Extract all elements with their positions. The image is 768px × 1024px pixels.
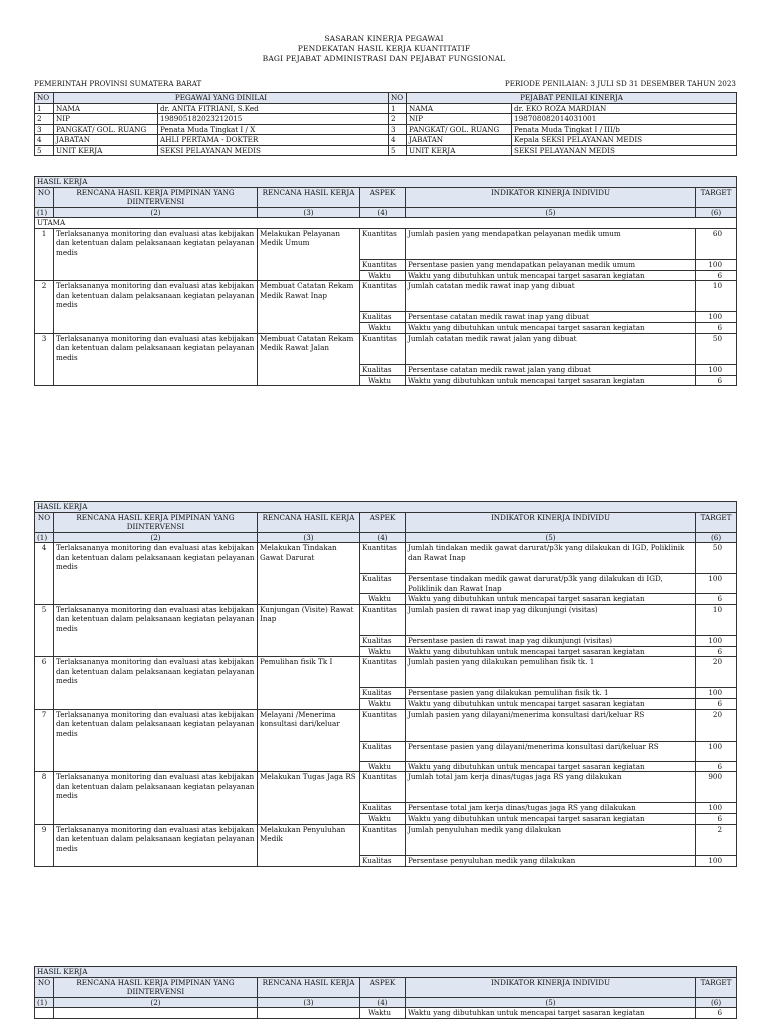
indikator: Persentase pasien di rawat inap yag dikunjungi (visitas) [406,635,696,646]
column-number: (2) [54,532,258,543]
item-no: 1 [35,228,54,281]
identity-label: NAMA [54,103,158,114]
table-row [35,281,737,312]
utama-label: UTAMA [35,218,737,229]
indikator: Persentase catatan medik rawat inap yang dibuat [406,312,696,323]
section-row [35,967,737,978]
rencana-pimpinan: Terlaksananya monitoring dan evaluasi atas kebijakan dan ketentuan dalam pelaksanaan kegiatan pelayanan medis [54,709,258,772]
indikator: Waktu yang dibutuhkan untuk mencapai target sasaran kegiatan [406,1008,696,1019]
col-target-header: TARGET [696,187,737,207]
identity-row [35,103,737,114]
document-title [0,34,768,64]
identity-label: UNIT KERJA [407,145,512,156]
rencana-pimpinan [54,1008,258,1019]
rencana-pimpinan: Terlaksananya monitoring dan evaluasi atas kebijakan dan ketentuan dalam pelaksanaan kegiatan pelayanan medis [54,772,258,825]
rencana-hasil-kerja: Membuat Catatan Rekam Medik Rawat Inap [258,281,360,334]
item-no: 8 [35,772,54,825]
target: 6 [696,375,737,386]
aspek: Kuantitas [360,228,406,259]
aspek: Waktu [360,270,406,281]
column-number: (1) [35,997,54,1008]
identity-no: 2 [35,114,54,125]
penilai-value: Kepala SEKSI PELAYANAN MEDIS [512,135,737,146]
indikator: Jumlah pasien yang dilakukan pemulihan fisik tk. 1 [406,657,696,688]
indikator: Jumlah penyuluhan medik yang dilakukan [406,824,696,855]
indikator: Waktu yang dibutuhkan untuk mencapai target sasaran kegiatan [406,323,696,334]
target: 2 [696,824,737,855]
item-no: 5 [35,604,54,657]
aspek: Waktu [360,323,406,334]
hasil-kerja-label: HASIL KERJA [35,967,737,978]
indikator: Jumlah catatan medik rawat inap yang dibuat [406,281,696,312]
aspek: Kuantitas [360,333,406,364]
dinilai-value: 198905182023212015 [158,114,389,125]
rencana-pimpinan: Terlaksananya monitoring dan evaluasi atas kebijakan dan ketentuan dalam pelaksanaan kegiatan pelayanan medis [54,228,258,281]
identity-label: NIP [407,114,512,125]
aspek: Waktu [360,699,406,710]
aspek: Kuantitas [360,709,406,741]
column-number: (6) [696,207,737,218]
item-no: 9 [35,824,54,866]
indikator: Jumlah total jam kerja dinas/tugas jaga RS yang dilakukan [406,772,696,803]
column-number: (2) [54,997,258,1008]
item-no: 3 [35,333,54,386]
col-no-header: NO [35,977,54,997]
indikator: Jumlah pasien di rawat inap yag dikunjungi (visitas) [406,604,696,635]
col-rencana-pimpinan-header: RENCANA HASIL KERJA PIMPINAN YANG DIINTERVENSI [54,512,258,532]
utama-row [35,218,737,229]
identity-header-row [35,93,737,104]
indikator: Waktu yang dibutuhkan untuk mencapai target sasaran kegiatan [406,646,696,657]
col-rencana-pimpinan-header: RENCANA HASIL KERJA PIMPINAN YANG DIINTERVENSI [54,187,258,207]
aspek: Kuantitas [360,281,406,312]
dinilai-header: PEGAWAI YANG DINILAI [54,93,389,104]
hasil-kerja-label: HASIL KERJA [35,502,737,513]
column-number: (1) [35,532,54,543]
aspek: Waktu [360,761,406,772]
target: 100 [696,259,737,270]
col-rencana-header: RENCANA HASIL KERJA [258,512,360,532]
table-row [35,709,737,741]
column-number: (3) [258,207,360,218]
target: 10 [696,604,737,635]
penilai-value: Penata Muda Tingkat I / III/b [512,124,737,135]
column-number: (3) [258,997,360,1008]
hasil-kerja-table-1 [34,176,737,386]
col-aspek-header: ASPEK [360,512,406,532]
identity-no: 4 [35,135,54,146]
aspek: Kualitas [360,688,406,699]
column-header-row [35,187,737,207]
section-row [35,177,737,188]
target: 10 [696,281,737,312]
col-no-header: NO [35,512,54,532]
indikator: Persentase total jam kerja dinas/tugas jaga RS yang dilakukan [406,803,696,814]
aspek: Kualitas [360,803,406,814]
rencana-hasil-kerja: Membuat Catatan Rekam Medik Rawat Jalan [258,333,360,386]
indikator: Jumlah tindakan medik gawat darurat/p3k yang dilakukan di IGD, Poliklinik dan Rawat Inap [406,543,696,574]
periode-label: PERIODE PENILAIAN: 3 JULI SD 31 DESEMBER TAHUN 2023 [504,79,736,88]
identity-no-header-2: NO [389,93,407,104]
identity-no: 3 [389,124,407,135]
indikator: Persentase pasien yang dilayani/menerima konsultasi dari/keluar RS [406,741,696,761]
aspek: Kualitas [360,312,406,323]
table-row [35,543,737,574]
indikator: Persentase pasien yang dilakukan pemulihan fisik tk. 1 [406,688,696,699]
indikator: Persentase penyuluhan medik yang dilakukan [406,855,696,866]
target: 6 [696,646,737,657]
rencana-hasil-kerja: Melakukan Tugas Jaga RS [258,772,360,825]
target: 6 [696,699,737,710]
aspek: Waktu [360,1008,406,1019]
rencana-hasil-kerja: Melakukan Pelayanan Medik Umum [258,228,360,281]
identity-no: 5 [389,145,407,156]
penilai-value: SEKSI PELAYANAN MEDIS [512,145,737,156]
table-row [35,657,737,688]
target: 100 [696,574,737,594]
rencana-pimpinan: Terlaksananya monitoring dan evaluasi atas kebijakan dan ketentuan dalam pelaksanaan kegiatan pelayanan medis [54,824,258,866]
dinilai-value: AHLI PERTAMA - DOKTER [158,135,389,146]
col-rencana-header: RENCANA HASIL KERJA [258,187,360,207]
column-number: (3) [258,532,360,543]
target: 6 [696,761,737,772]
dinilai-value: Penata Muda Tingkat I / X [158,124,389,135]
rencana-hasil-kerja [258,1008,360,1019]
rencana-hasil-kerja: Melayani /Menerima konsultasi dari/keluar [258,709,360,772]
column-number: (5) [406,997,696,1008]
identity-label: UNIT KERJA [54,145,158,156]
aspek: Kualitas [360,635,406,646]
col-target-header: TARGET [696,512,737,532]
column-number-row [35,532,737,543]
col-indikator-header: INDIKATOR KINERJA INDIVIDU [406,512,696,532]
rencana-hasil-kerja: Melakukan Tindakan Gawat Darurat [258,543,360,605]
target: 6 [696,323,737,334]
hasil-kerja-table-3 [34,966,737,1019]
section-row [35,502,737,513]
identity-no: 1 [35,103,54,114]
table-row [35,228,737,259]
identity-no: 4 [389,135,407,146]
aspek: Kuantitas [360,772,406,803]
identity-row [35,145,737,156]
indikator: Waktu yang dibutuhkan untuk mencapai target sasaran kegiatan [406,270,696,281]
target: 20 [696,709,737,741]
target: 100 [696,741,737,761]
item-no: 2 [35,281,54,334]
column-header-row [35,512,737,532]
indikator: Persentase tindakan medik gawat darurat/p3k yang dilakukan di IGD, Poliklinik dan Rawat Inap [406,574,696,594]
identity-label: NAMA [407,103,512,114]
aspek: Kuantitas [360,604,406,635]
aspek: Kuantitas [360,259,406,270]
aspek: Waktu [360,375,406,386]
target: 100 [696,312,737,323]
identity-label: JABATAN [407,135,512,146]
col-rencana-pimpinan-header: RENCANA HASIL KERJA PIMPINAN YANG DIINTERVENSI [54,977,258,997]
dinilai-value: SEKSI PELAYANAN MEDIS [158,145,389,156]
col-indikator-header: INDIKATOR KINERJA INDIVIDU [406,977,696,997]
aspek: Kualitas [360,855,406,866]
title-line-3: BAGI PEJABAT ADMINISTRASI DAN PEJABAT FUNGSIONAL [262,54,506,63]
column-number: (6) [696,532,737,543]
column-number-row [35,207,737,218]
column-number: (4) [360,532,406,543]
target: 6 [696,814,737,825]
identity-table [34,92,737,156]
table-row [35,772,737,803]
penilai-value: 198708082014031001 [512,114,737,125]
aspek: Waktu [360,594,406,605]
instansi-label: PEMERINTAH PROVINSI SUMATERA BARAT [34,79,202,88]
identity-label: PANGKAT/ GOL. RUANG [54,124,158,135]
rencana-pimpinan: Terlaksananya monitoring dan evaluasi atas kebijakan dan ketentuan dalam pelaksanaan kegiatan pelayanan medis [54,604,258,657]
identity-no: 5 [35,145,54,156]
col-rencana-header: RENCANA HASIL KERJA [258,977,360,997]
aspek: Kuantitas [360,657,406,688]
col-indikator-header: INDIKATOR KINERJA INDIVIDU [406,187,696,207]
table-row [35,333,737,364]
identity-row [35,135,737,146]
target: 6 [696,1008,737,1019]
identity-no-header: NO [35,93,54,104]
identity-no: 1 [389,103,407,114]
identity-no: 3 [35,124,54,135]
target: 100 [696,803,737,814]
col-target-header: TARGET [696,977,737,997]
hasil-kerja-table-2 [34,501,737,867]
indikator: Waktu yang dibutuhkan untuk mencapai target sasaran kegiatan [406,814,696,825]
col-aspek-header: ASPEK [360,977,406,997]
col-no-header: NO [35,187,54,207]
title-line-1: SASARAN KINERJA PEGAWAI [324,34,444,43]
column-number: (2) [54,207,258,218]
dinilai-value: dr. ANITA FITRIANI, S.Ked [158,103,389,114]
aspek: Kualitas [360,574,406,594]
table-row [35,824,737,855]
target: 6 [696,594,737,605]
target: 6 [696,270,737,281]
column-number: (5) [406,207,696,218]
rencana-pimpinan: Terlaksananya monitoring dan evaluasi atas kebijakan dan ketentuan dalam pelaksanaan kegiatan pelayanan medis [54,543,258,605]
target: 60 [696,228,737,259]
column-number: (4) [360,997,406,1008]
column-number: (5) [406,532,696,543]
title-line-2: PENDEKATAN HASIL KERJA KUANTITATIF [297,44,471,53]
item-no: 6 [35,657,54,710]
aspek: Kuantitas [360,824,406,855]
rencana-hasil-kerja: Pemulihan fisik Tk I [258,657,360,710]
indikator: Waktu yang dibutuhkan untuk mencapai target sasaran kegiatan [406,761,696,772]
table-row [35,604,737,635]
aspek: Kualitas [360,741,406,761]
aspek: Waktu [360,646,406,657]
indikator: Waktu yang dibutuhkan untuk mencapai target sasaran kegiatan [406,594,696,605]
target: 100 [696,688,737,699]
target: 50 [696,543,737,574]
target: 100 [696,364,737,375]
column-number-row [35,997,737,1008]
item-no: 7 [35,709,54,772]
indikator: Jumlah pasien yang dilayani/menerima konsultasi dari/keluar RS [406,709,696,741]
indikator: Persentase pasien yang mendapatkan pelayanan medik umum [406,259,696,270]
col-aspek-header: ASPEK [360,187,406,207]
penilai-header: PEJABAT PENILAI KINERJA [407,93,737,104]
identity-label: PANGKAT/ GOL. RUANG [407,124,512,135]
target: 900 [696,772,737,803]
identity-label: NIP [54,114,158,125]
column-number: (1) [35,207,54,218]
rencana-hasil-kerja: Melakukan Penyuluhan Medik [258,824,360,866]
identity-row [35,124,737,135]
identity-row [35,114,737,125]
aspek: Kualitas [360,364,406,375]
rencana-pimpinan: Terlaksananya monitoring dan evaluasi atas kebijakan dan ketentuan dalam pelaksanaan kegiatan pelayanan medis [54,281,258,334]
table-row [35,1008,737,1019]
item-no: 4 [35,543,54,605]
rencana-pimpinan: Terlaksananya monitoring dan evaluasi atas kebijakan dan ketentuan dalam pelaksanaan kegiatan pelayanan medis [54,333,258,386]
item-no [35,1008,54,1019]
rencana-hasil-kerja: Kunjungan (Visite) Rawat Inap [258,604,360,657]
aspek: Kuantitas [360,543,406,574]
hasil-kerja-label: HASIL KERJA [35,177,737,188]
column-number: (4) [360,207,406,218]
column-number: (6) [696,997,737,1008]
indikator: Jumlah catatan medik rawat jalan yang dibuat [406,333,696,364]
identity-no: 2 [389,114,407,125]
column-header-row [35,977,737,997]
aspek: Waktu [360,814,406,825]
indikator: Waktu yang dibutuhkan untuk mencapai target sasaran kegiatan [406,375,696,386]
penilai-value: dr. EKO ROZA MARDIAN [512,103,737,114]
target: 100 [696,855,737,866]
indikator: Persentase catatan medik rawat jalan yang dibuat [406,364,696,375]
target: 20 [696,657,737,688]
target: 50 [696,333,737,364]
indikator: Waktu yang dibutuhkan untuk mencapai target sasaran kegiatan [406,699,696,710]
indikator: Jumlah pasien yang mendapatkan pelayanan medik umum [406,228,696,259]
rencana-pimpinan: Terlaksananya monitoring dan evaluasi atas kebijakan dan ketentuan dalam pelaksanaan kegiatan pelayanan medis [54,657,258,710]
target: 100 [696,635,737,646]
identity-label: JABATAN [54,135,158,146]
